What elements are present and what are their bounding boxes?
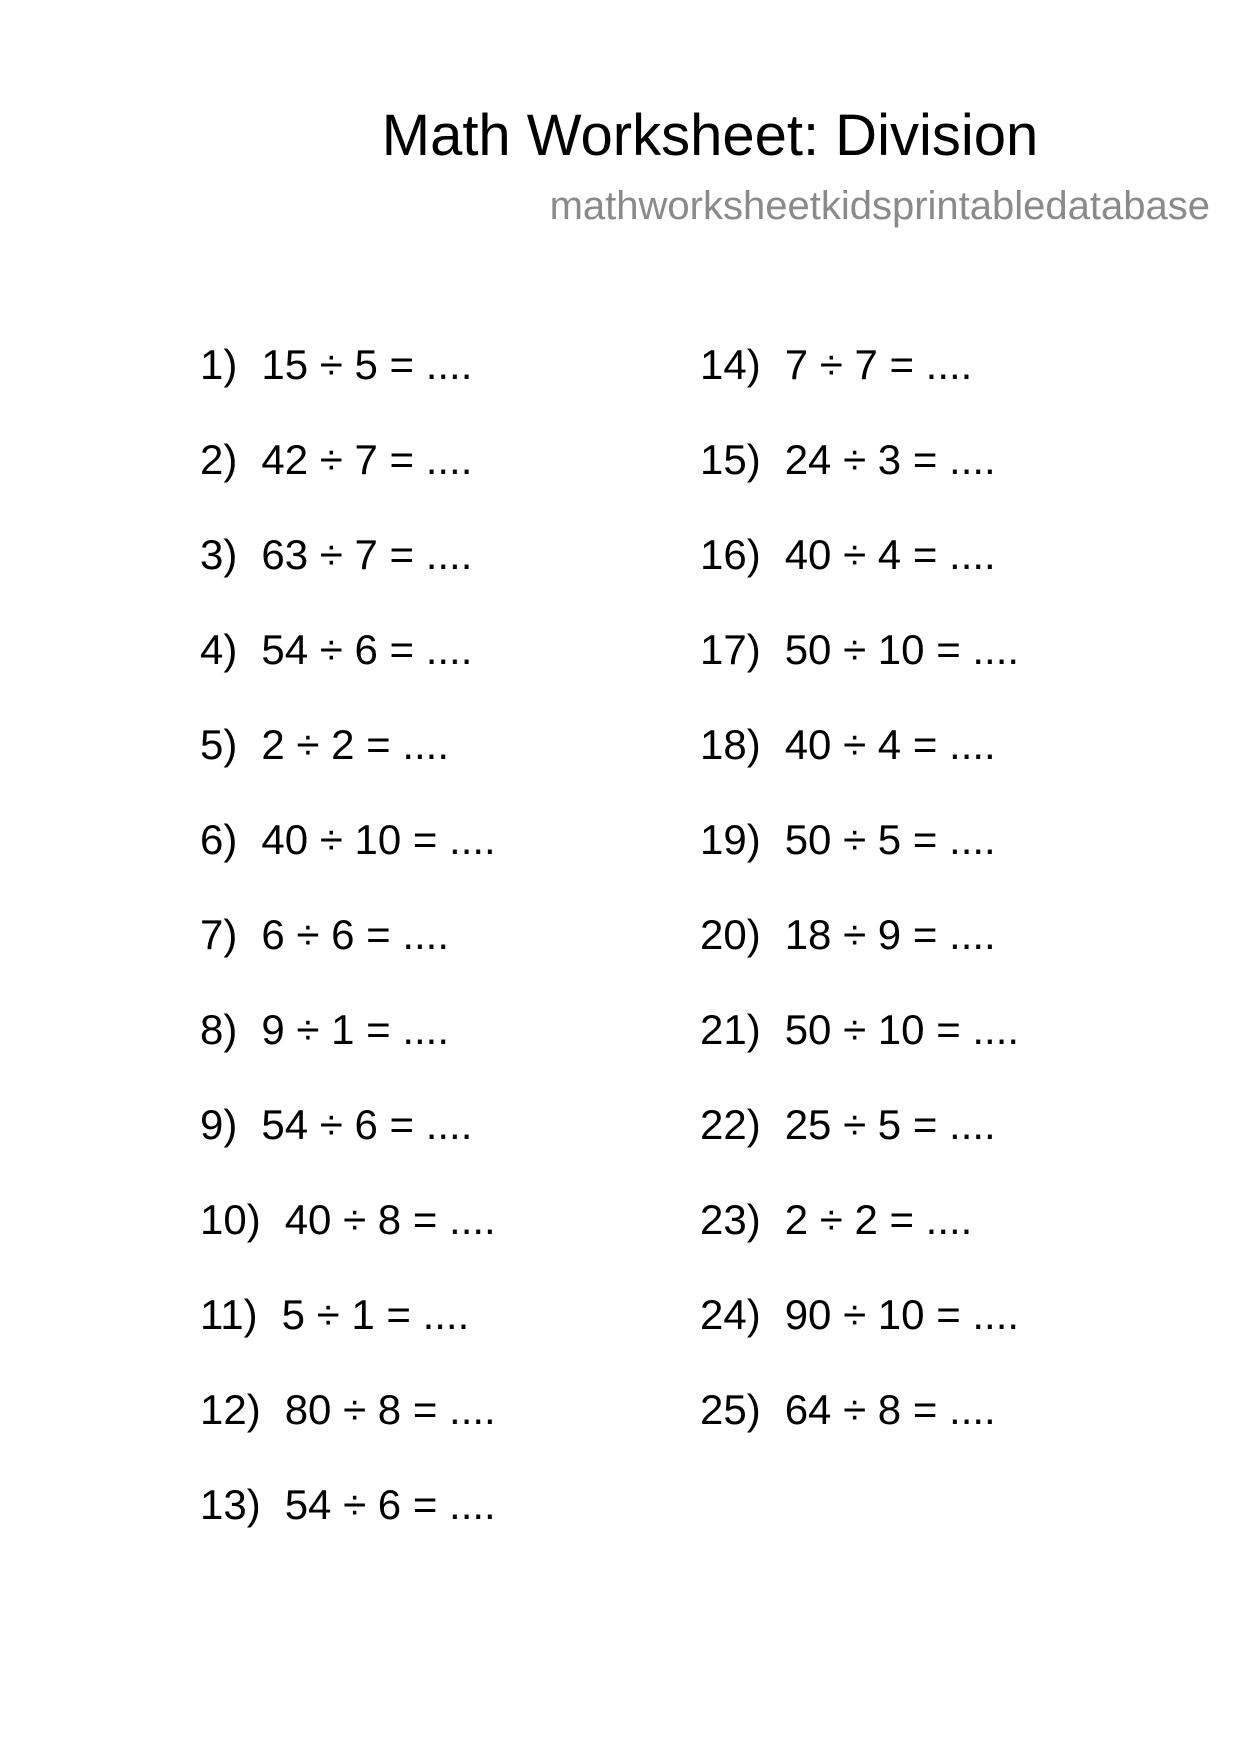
problem-number: 25) — [700, 1386, 761, 1433]
problem-column-right — [700, 340, 1180, 1480]
problem-expression: 64 ÷ 8 = .... — [784, 1386, 996, 1433]
problem-expression: 63 ÷ 7 = .... — [261, 531, 473, 578]
problem-expression: 54 ÷ 6 = .... — [261, 626, 473, 673]
problem-item — [200, 1100, 680, 1195]
problem-item — [700, 1100, 1180, 1195]
problem-item — [700, 1195, 1180, 1290]
problem-number: 6) — [200, 816, 238, 863]
problem-item — [700, 1290, 1180, 1385]
problem-item — [700, 625, 1180, 720]
problem-expression: 2 ÷ 2 = .... — [784, 1196, 973, 1243]
problem-expression: 40 ÷ 10 = .... — [261, 816, 496, 863]
problem-number: 12) — [200, 1386, 261, 1433]
problem-number: 4) — [200, 626, 238, 673]
problem-item — [200, 720, 680, 815]
problem-expression: 24 ÷ 3 = .... — [784, 436, 996, 483]
problem-item — [200, 815, 680, 910]
problem-number: 18) — [700, 721, 761, 768]
problem-expression: 54 ÷ 6 = .... — [284, 1481, 496, 1528]
problem-item — [200, 435, 680, 530]
problem-expression: 6 ÷ 6 = .... — [261, 911, 450, 958]
problem-item — [700, 815, 1180, 910]
problem-item — [200, 910, 680, 1005]
problem-expression: 50 ÷ 10 = .... — [784, 626, 1020, 673]
problem-number: 24) — [700, 1291, 761, 1338]
problem-item — [700, 910, 1180, 1005]
problem-number: 5) — [200, 721, 238, 768]
problem-number: 23) — [700, 1196, 761, 1243]
problem-expression: 18 ÷ 9 = .... — [784, 911, 996, 958]
problem-item — [700, 1005, 1180, 1100]
problem-item — [200, 625, 680, 720]
problem-expression: 5 ÷ 1 = .... — [281, 1291, 470, 1338]
problem-item — [200, 1005, 680, 1100]
problem-number: 14) — [700, 341, 761, 388]
problem-number: 19) — [700, 816, 761, 863]
problem-expression: 54 ÷ 6 = .... — [261, 1101, 473, 1148]
problem-number: 22) — [700, 1101, 761, 1148]
problem-number: 16) — [700, 531, 761, 578]
problem-number: 15) — [700, 436, 761, 483]
problem-item — [700, 720, 1180, 815]
problem-item — [200, 1385, 680, 1480]
problem-expression: 50 ÷ 10 = .... — [784, 1006, 1020, 1053]
problem-expression: 15 ÷ 5 = .... — [261, 341, 473, 388]
problem-item — [200, 1290, 680, 1385]
problem-expression: 80 ÷ 8 = .... — [284, 1386, 496, 1433]
problem-expression: 40 ÷ 8 = .... — [284, 1196, 496, 1243]
problem-expression: 40 ÷ 4 = .... — [784, 721, 996, 768]
problem-number: 8) — [200, 1006, 238, 1053]
problem-number: 13) — [200, 1481, 261, 1528]
problem-number: 20) — [700, 911, 761, 958]
problem-number: 21) — [700, 1006, 761, 1053]
problem-item — [200, 340, 680, 435]
problem-item — [700, 530, 1180, 625]
problem-expression: 7 ÷ 7 = .... — [784, 341, 973, 388]
problem-expression: 2 ÷ 2 = .... — [261, 721, 450, 768]
problem-item — [700, 1385, 1180, 1480]
problem-item — [200, 1195, 680, 1290]
problem-expression: 9 ÷ 1 = .... — [261, 1006, 450, 1053]
problem-number: 10) — [200, 1196, 261, 1243]
problem-item — [700, 340, 1180, 435]
problem-expression: 40 ÷ 4 = .... — [784, 531, 996, 578]
problem-number: 17) — [700, 626, 761, 673]
problem-item — [200, 1480, 680, 1575]
problem-expression: 50 ÷ 5 = .... — [784, 816, 996, 863]
problem-expression: 90 ÷ 10 = .... — [784, 1291, 1020, 1338]
problem-number: 7) — [200, 911, 238, 958]
problem-number: 9) — [200, 1101, 238, 1148]
problem-number: 1) — [200, 341, 238, 388]
worksheet-subtitle: mathworksheetkidsprintabledatabase — [549, 184, 1210, 228]
problem-expression: 42 ÷ 7 = .... — [261, 436, 473, 483]
worksheet-title: Math Worksheet: Division — [381, 103, 1039, 168]
problem-number: 3) — [200, 531, 238, 578]
problem-item — [700, 435, 1180, 530]
problem-number: 11) — [200, 1291, 258, 1338]
problem-column-left — [200, 340, 680, 1575]
problem-number: 2) — [200, 436, 238, 483]
problem-expression: 25 ÷ 5 = .... — [784, 1101, 996, 1148]
problem-item — [200, 530, 680, 625]
